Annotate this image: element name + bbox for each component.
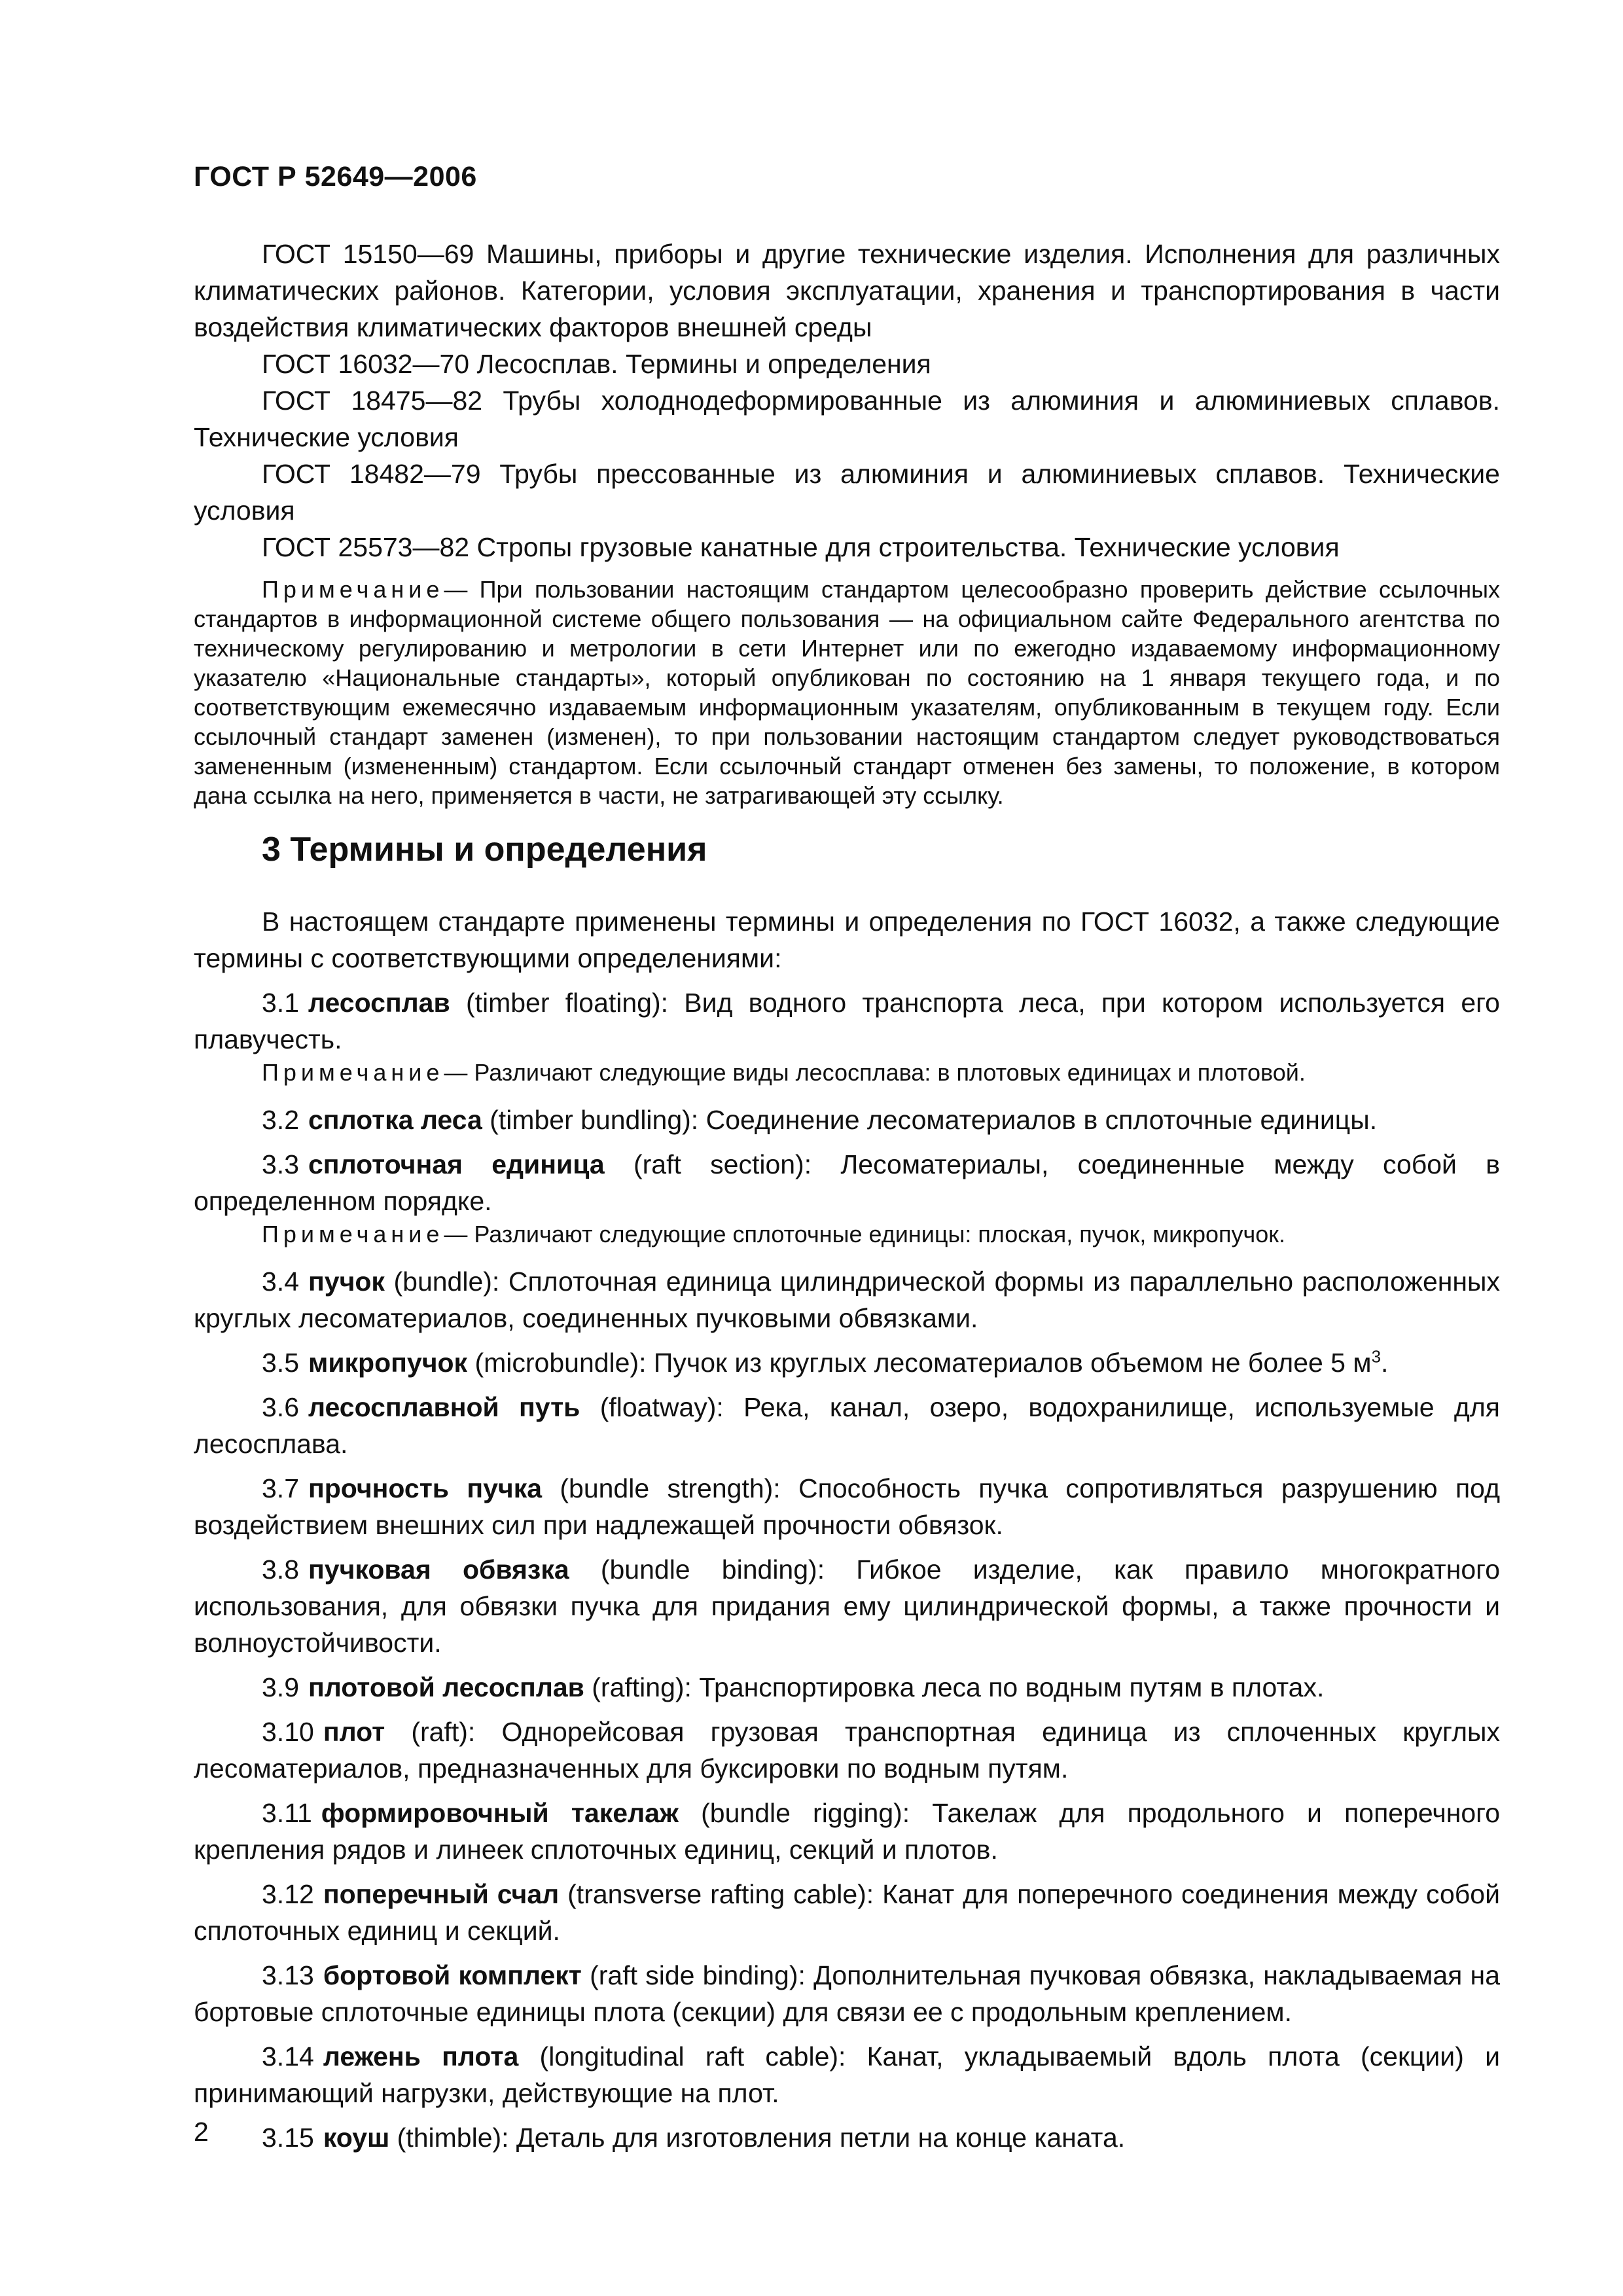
references-list	[194, 236, 1500, 810]
term-name: поперечный счал	[323, 1879, 560, 1909]
term-entry: 3.2 сплотка леса (timber bundling): Соединение лесоматериалов в сплоточные единицы.	[262, 1105, 1378, 1135]
term-name: пучок	[308, 1266, 385, 1297]
term-name: прочность пучка	[308, 1473, 543, 1503]
reference-item: ГОСТ 16032—70 Лесосплав. Термины и определения	[262, 349, 931, 379]
term-name: сплотка леса	[308, 1105, 482, 1135]
term-note: Примечание— Различают следующие виды лесосплава: в плотовых единицах и плотовой.	[262, 1059, 1306, 1086]
references-note: Примечание— При пользовании настоящим стандартом целесообразно проверить действие ссылочных стандартов в информационной системе общего пользования — на официальном сайте Федерального агентства по техническому регулированию и метрологии в сети Интернет или по ежегодно издаваемому информационному указателю «Национальные стандарты», который опубликован по состоянию на 1 января текущего года, и по соответствующим ежемесячно издаваемым информационным указателям, опубликованным в текущем году. Если ссылочный стандарт заменен (изменен), то при пользовании настоящим стандартом следует руководствоваться замененным (измененным) стандартом. Если ссылочный стандарт отменен без замены, то положение, в котором дана ссылка на него, применяется в части, не затрагивающей эту ссылку.	[194, 576, 1500, 809]
reference-item: ГОСТ 25573—82 Стропы грузовые канатные для строительства. Технические условия	[262, 532, 1340, 562]
term-name: бортовой комплект	[323, 1960, 582, 1990]
reference-item: ГОСТ 18482—79 Трубы прессованные из алюминия и алюминиевых сплавов. Технические условия	[194, 459, 1500, 526]
term-entry: 3.9 плотовой лесосплав (rafting): Транспортировка леса по водным путям в плотах.	[262, 1672, 1325, 1702]
term-entry: 3.11 формировочный такелаж (bundle rigging): Такелаж для продольного и поперечного крепления рядов и линеек сплоточных единиц, секций и плотов.	[194, 1798, 1500, 1865]
term-entry: 3.6 лесосплавной путь (floatway): Река, канал, озеро, водохранилище, используемые для лесосплава.	[194, 1392, 1500, 1459]
reference-item: ГОСТ 18475—82 Трубы холоднодеформированные из алюминия и алюминиевых сплавов. Технические условия	[194, 386, 1500, 452]
term-entry: 3.5 микропучок (microbundle): Пучок из круглых лесоматериалов объемом не более 5 $м^3$.	[262, 1346, 1389, 1378]
term-name: коуш	[323, 2123, 390, 2153]
section-title: 3 Термины и определения	[262, 831, 707, 869]
term-entry: 3.12 поперечный счал (transverse rafting cable): Канат для поперечного соединения между собой сплоточных единиц и секций.	[194, 1879, 1500, 1946]
term-entry: 3.1 лесосплав (timber floating): Вид водного транспорта леса, при котором используется его плавучесть.	[194, 988, 1500, 1054]
page-header: ГОСТ Р 52649—2006	[194, 161, 477, 192]
term-name: пучковая обвязка	[308, 1554, 569, 1585]
term-entry: 3.15 коуш (thimble): Деталь для изготовления петли на конце каната.	[262, 2123, 1126, 2153]
term-entry: 3.4 пучок (bundle): Сплоточная единица цилиндрической формы из параллельно расположенных круглых лесоматериалов, соединенных пучковыми обвязками.	[194, 1266, 1500, 1333]
terms-section	[194, 903, 1500, 2156]
reference-item: ГОСТ 15150—69 Машины, приборы и другие технические изделия. Исполнения для различных климатических районов. Категории, условия эксплуатации, хранения и транспортирования в части воздействия климатических факторов внешней среды	[194, 239, 1500, 342]
term-name: сплоточная единица	[308, 1149, 605, 1179]
term-name: плотовой лесосплав	[308, 1672, 584, 1702]
term-note: Примечание— Различают следующие сплоточные единицы: плоская, пучок, микропучок.	[262, 1221, 1286, 1247]
term-name: плот	[323, 1717, 385, 1747]
section-intro: В настоящем стандарте применены термины и определения по ГОСТ 16032, а также следующие термины с соответствующими определениями:	[194, 906, 1500, 973]
term-entry: 3.3 сплоточная единица (raft section): Лесоматериалы, соединенные между собой в определенном порядке.	[194, 1149, 1500, 1216]
term-name: микропучок	[308, 1348, 468, 1378]
term-name: лесосплав	[308, 988, 450, 1018]
term-entry: 3.10 плот (raft): Однорейсовая грузовая транспортная единица из сплоченных круглых лесоматериалов, предназначенных для буксировки по водным путям.	[194, 1717, 1500, 1784]
term-name: лесосплавной путь	[308, 1392, 580, 1422]
page-number: 2	[194, 2117, 209, 2147]
term-name: формировочный такелаж	[321, 1798, 679, 1828]
term-entry: 3.14 лежень плота (longitudinal raft cable): Канат, укладываемый вдоль плота (секции) и принимающий нагрузки, действующие на плот.	[194, 2041, 1500, 2108]
term-entry: 3.8 пучковая обвязка (bundle binding): Гибкое изделие, как правило многократного использования, для обвязки пучка для придания ему цилиндрической формы, а также прочности и волноустойчивости.	[194, 1554, 1500, 1658]
term-entry: 3.7 прочность пучка (bundle strength): Способность пучка сопротивляться разрушению под воздействием внешних сил при надлежащей прочности обвязок.	[194, 1473, 1500, 1540]
term-entry: 3.13 бортовой комплект (raft side binding): Дополнительная пучковая обвязка, накладываемая на бортовые сплоточные единицы плота (секции) для связи ее с продольным креплением.	[194, 1960, 1501, 2027]
term-name: лежень плота	[323, 2041, 519, 2072]
